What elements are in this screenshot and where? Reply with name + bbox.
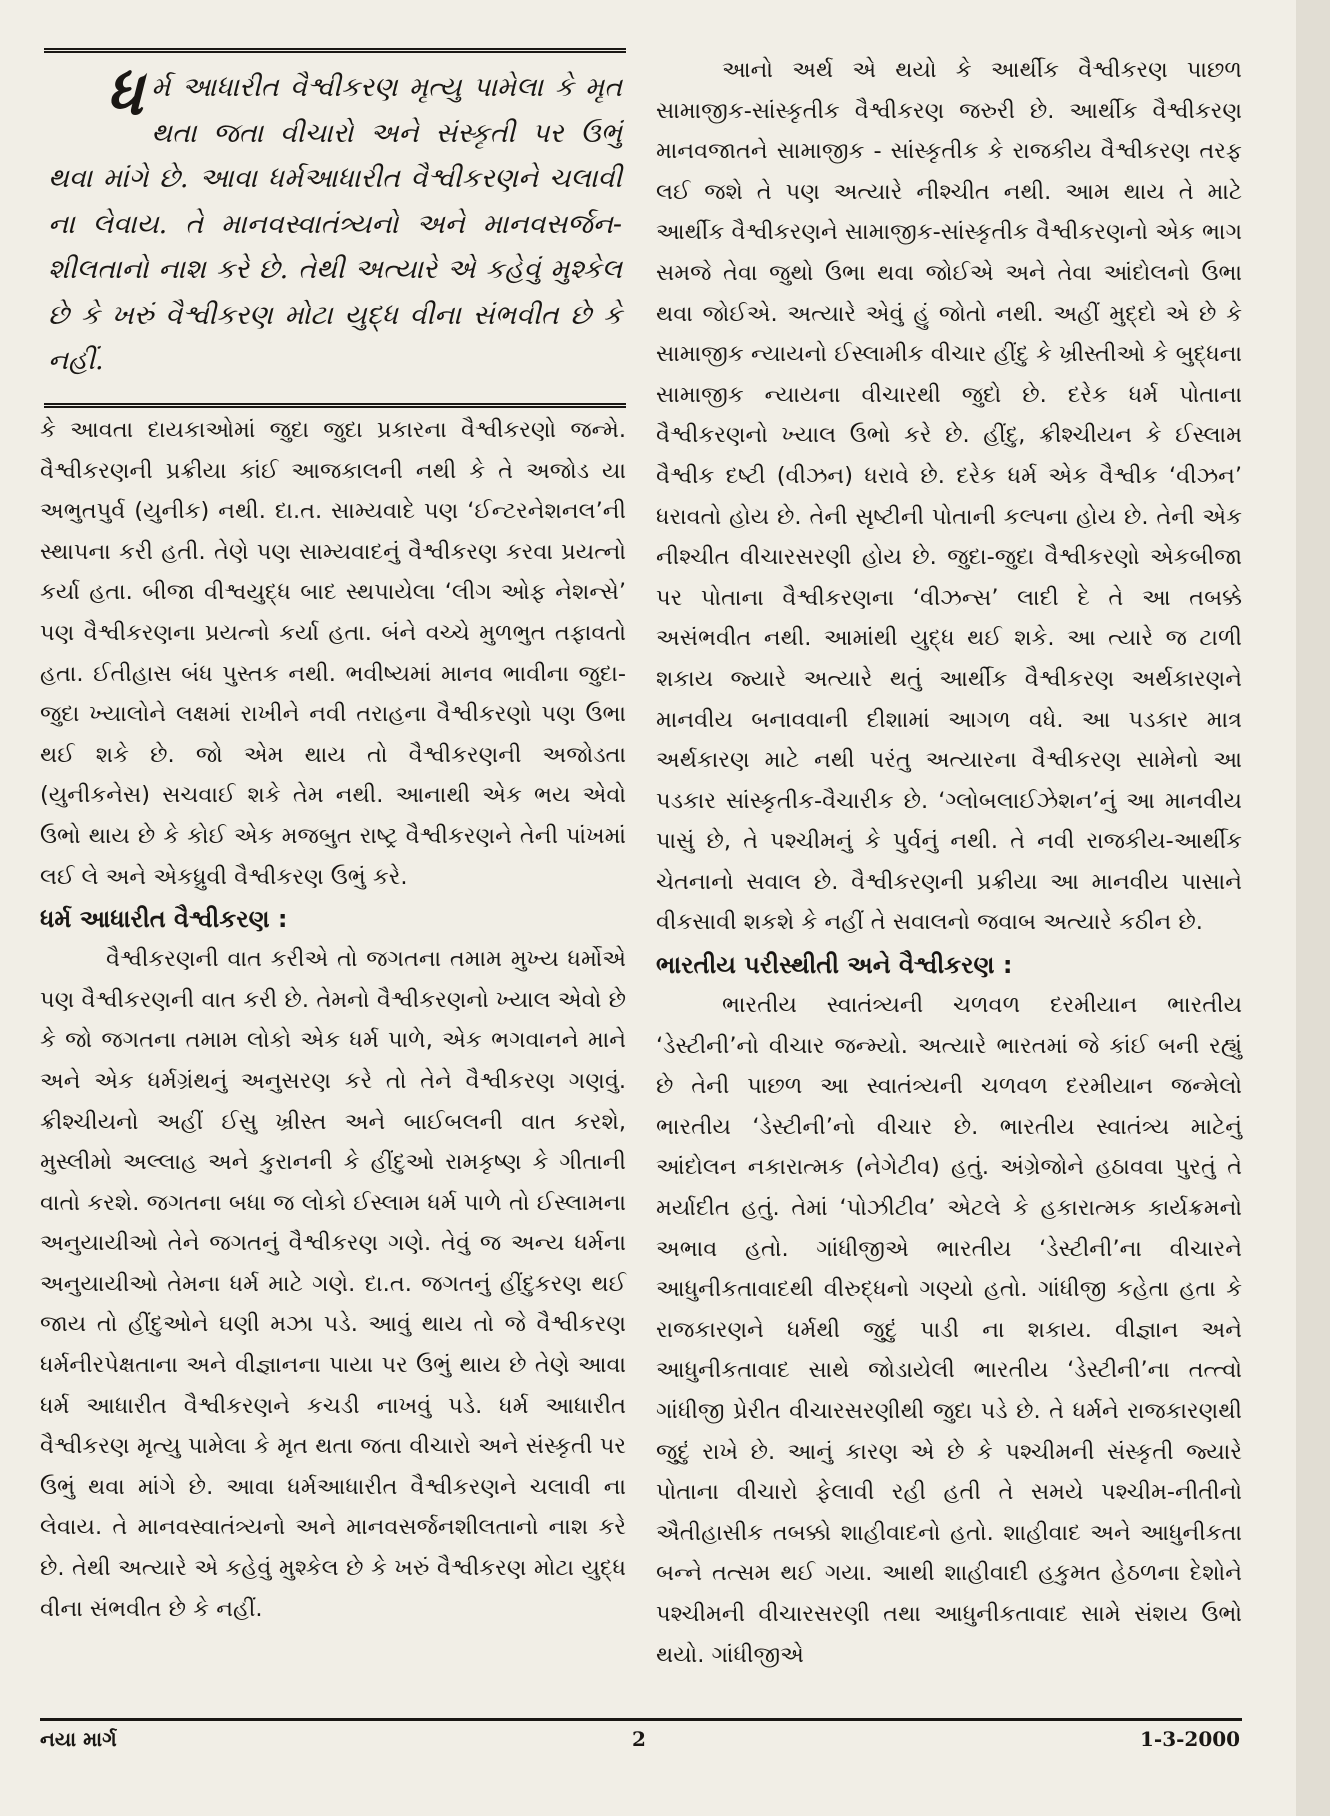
footer-date: 1-3-2000 (1140, 1727, 1241, 1751)
section-heading-india: ભારતીય પરીસ્થીતી અને વૈશ્વીકરણ : (656, 951, 1013, 980)
right-paragraph-2: ભારતીય સ્વાતંત્ર્યની ચળવળ દરમીયાન ભારતીય ‘ડેસ્ટીની’નો વીચાર જન્મ્યો. અત્યારે ભારતમાં જે કાંઈ બની રહ્યું છે તેની પાછળ આ સ્વાતંત્ર્યની ચળવળ દરમીયાન જન્મેલો ભારતીય ‘ડેસ્ટીની’નો વીચાર છે. ભારતીય સ્વાતંત્ર્ય માટેનું આંદોલન નકારાત્મક (નેગેટીવ) હતું. અંગ્રેજોને હઠાવવા પુરતું તે મર્યાદીત હતું. તેમાં ‘પોઝીટીવ’ એટલે કે હકારાત્મક કાર્યક્રમનો અભાવ હતો. ગાંધીજીએ ભારતીય ‘ડેસ્ટીની’ના વીચારને આધુનીકતાવાદથી વીરુદ્ધનો ગણ્યો હતો. ગાંધીજી કહેતા હતા કે રાજકારણને ધર્મથી જુદું પાડી ના શકાય. વીજ્ઞાન અને આધુનીકતાવાદ સાથે જોડાયેલી ભારતીય ‘ડેસ્ટીની’ના તત્ત્વો ગાંધીજી પ્રેરીત વીચારસરણીથી જુદા પડે છે. તે ધર્મને રાજકારણથી જુદું રાખે છે. આનું કારણ એ છે કે પશ્ચીમની સંસ્કૃતી જ્યારે પોતાના વીચારો ફેલાવી રહી હતી તે સમયે પશ્ચીમ-નીતીનો ઐતીહાસીક તબક્કો શાહીવાદનો હતો. શાહીવાદ અને આધુનીકતા બન્ને તત્સમ થઈ ગયા. આથી શાહીવાદી હકુમત હેઠળના દેશોને પશ્ચીમની વીચારસરણી તથા આધુનીકતાવાદ સામે સંશય ઉભો થયો. ગાંધીજીએ (656, 992, 1242, 1668)
footer-page-number: 2 (632, 1727, 646, 1751)
right-column (656, 50, 1242, 1675)
section-heading-religion: ધર્મ આધારીત વૈશ્વીકરણ : (40, 905, 288, 934)
pull-quote-dropcap: ધ (106, 56, 144, 129)
footer-publication-name: નયા માર્ગ (40, 1727, 117, 1751)
page-edge (1296, 0, 1330, 1816)
left-column (40, 410, 626, 1629)
left-paragraph-1: કે આવતા દાયકાઓમાં જુદા જુદા પ્રકારના વૈશ્વીકરણો જન્મે. વૈશ્વીકરણની પ્રક્રીયા કાંઈ આજકાલની નથી કે તે અજોડ યા અભુતપુર્વ (યુનીક) નથી. દા.ત. સામ્યવાદે પણ ‘ઈન્ટરનેશનલ’ની સ્થાપના કરી હતી. તેણે પણ સામ્યવાદનું વૈશ્વીકરણ કરવા પ્રયત્નો કર્યા હતા. બીજા વીશ્વયુદ્ધ બાદ સ્થપાયેલા ‘લીગ ઓફ નેશન્સે’ પણ વૈશ્વીકરણના પ્રયત્નો કર્યા હતા. બંને વચ્ચે મુળભુત તફાવતો હતા. ઈતીહાસ બંધ પુસ્તક નથી. ભવીષ્યમાં માનવ ભાવીના જુદા-જુદા ખ્યાલોને લક્ષમાં રાખીને નવી તરાહના વૈશ્વીકરણો પણ ઉભા થઈ શકે છે. જો એમ થાય તો વૈશ્વીકરણની અજોડતા (યુનીકનેસ) સચવાઈ શકે તેમ નથી. આનાથી એક ભય એવો ઉભો થાય છે કે કોઈ એક મજબુત રાષ્ટ્ર વૈશ્વીકરણને તેની પાંખમાં લઈ લે અને એકધ્રુવી વૈશ્વીકરણ ઉભું કરે. (40, 417, 626, 890)
pull-quote-box (44, 48, 626, 408)
pull-quote-body: ર્મ આધારીત વૈશ્વીકરણ મૃત્યુ પામેલા કે મૃત થતા જતા વીચારો અને સંસ્કૃતી પર ઉભું થવા માંગે છે. આવા ધર્મઆધારીત વૈશ્વીકરણને ચલાવી ના લેવાય. તે માનવસ્વાતંત્ર્યનો અને માનવસર્જન-શીલતાનો નાશ કરે છે. તેથી અત્યારે એ કહેવું મુશ્કેલ છે કે ખરું વૈશ્વીકરણ મોટા યુદ્ધ વીના સંભવીત છે કે નહીં. (48, 72, 622, 376)
pull-quote-text (48, 56, 622, 384)
right-paragraph-1: આનો અર્થ એ થયો કે આર્થીક વૈશ્વીકરણ પાછળ સામાજીક-સાંસ્કૃતીક વૈશ્વીકરણ જરુરી છે. આર્થીક વૈશ્વીકરણ માનવજાતને સામાજીક - સાંસ્કૃતીક કે રાજકીય વૈશ્વીકરણ તરફ લઈ જશે તે પણ અત્યારે નીશ્ચીત નથી. આમ થાય તે માટે આર્થીક વૈશ્વીકરણને સામાજીક-સાંસ્કૃતીક વૈશ્વીકરણનો એક ભાગ સમજે તેવા જુથો ઉભા થવા જોઈએ અને તેવા આંદોલનો ઉભા થવા જોઈએ. અત્યારે એવું હું જોતો નથી. અહીં મુદ્દો એ છે કે સામાજીક ન્યાયનો ઈસ્લામીક વીચાર હીંદુ કે ખ્રીસ્તીઓ કે બુદ્ધના સામાજીક ન્યાયના વીચારથી જુદો છે. દરેક ધર્મ પોતાના વૈશ્વીકરણનો ખ્યાલ ઉભો કરે છે. હીંદુ, ક્રીશ્ચીયન કે ઈસ્લામ વૈશ્વીક દષ્ટી (વીઝન) ધરાવે છે. દરેક ધર્મ એક વૈશ્વીક ‘વીઝન’ ધરાવતો હોય છે. તેની સૃષ્ટીની પોતાની કલ્પના હોય છે. તેની એક નીશ્ચીત વીચારસરણી હોય છે. જુદા-જુદા વૈશ્વીકરણો એકબીજા પર પોતાના વૈશ્વીકરણના ‘વીઝન્સ’ લાદી દે તે આ તબક્કે અસંભવીત નથી. આમાંથી યુદ્ધ થઈ શકે. આ ત્યારે જ ટાળી શકાય જ્યારે અત્યારે થતું આર્થીક વૈશ્વીકરણ અર્થકારણને માનવીય બનાવવાની દીશામાં આગળ વધે. આ પડકાર માત્ર અર્થકારણ માટે નથી પરંતુ અત્યારના વૈશ્વીકરણ સામેનો આ પડકાર સાંસ્કૃતીક-વૈચારીક છે. ‘ગ્લોબલાઈઝેશન’નું આ માનવીય પાસું છે, તે પશ્ચીમનું કે પુર્વનું નથી. તે નવી રાજકીય-આર્થીક ચેતનાનો સવાલ છે. વૈશ્વીકરણની પ્રક્રીયા આ માનવીય પાસાને વીકસાવી શકશે કે નહીં તે સવાલનો જવાબ અત્યારે કઠીન છે. (656, 57, 1242, 936)
left-paragraph-2: વૈશ્વીકરણની વાત કરીએ તો જગતના તમામ મુખ્ય ધર્મોએ પણ વૈશ્વીકરણની વાત કરી છે. તેમનો વૈશ્વીકરણનો ખ્યાલ એવો છે કે જો જગતના તમામ લોકો એક ધર્મ પાળે, એક ભગવાનને માને અને એક ધર્મગ્રંથનું અનુસરણ કરે તો તેને વૈશ્વીકરણ ગણવું. ક્રીશ્ચીયનો અહીં ઈસુ ખ્રીસ્ત અને બાઈબલની વાત કરશે, મુસ્લીમો અલ્લાહ અને કુરાનની કે હીંદુઓ રામકૃષ્ણ કે ગીતાની વાતો કરશે. જગતના બધા જ લોકો ઈસ્લામ ધર્મ પાળે તો ઈસ્લામના અનુયાયીઓ તેને જગતનું વૈશ્વીકરણ ગણે. તેવું જ અન્ય ધર્મના અનુયાયીઓ તેમના ધર્મ માટે ગણે. દા.ત. જગતનું હીંદુકરણ થઈ જાય તો હીંદુઓને ઘણી મઝા પડે. આવું થાય તો જે વૈશ્વીકરણ ધર્મનીરપેક્ષતાના અને વીજ્ઞાનના પાયા પર ઉભું થાય છે તેણે આવા ધર્મ આધારીત વૈશ્વીકરણને કચડી નાખવું પડે. ધર્મ આધારીત વૈશ્વીકરણ મૃત્યુ પામેલા કે મૃત થતા જતા વીચારો અને સંસ્કૃતી પર ઉભું થવા માંગે છે. આવા ધર્મઆધારીત વૈશ્વીકરણને ચલાવી ના લેવાય. તે માનવસ્વાતંત્ર્યનો અને માનવસર્જનશીલતાનો નાશ કરે છે. તેથી અત્યારે એ કહેવું મુશ્કેલ છે કે ખરું વૈશ્વીકરણ મોટા યુદ્ધ વીના સંભવીત છે કે નહીં. (40, 946, 626, 1622)
footer-rule (40, 1718, 1242, 1721)
